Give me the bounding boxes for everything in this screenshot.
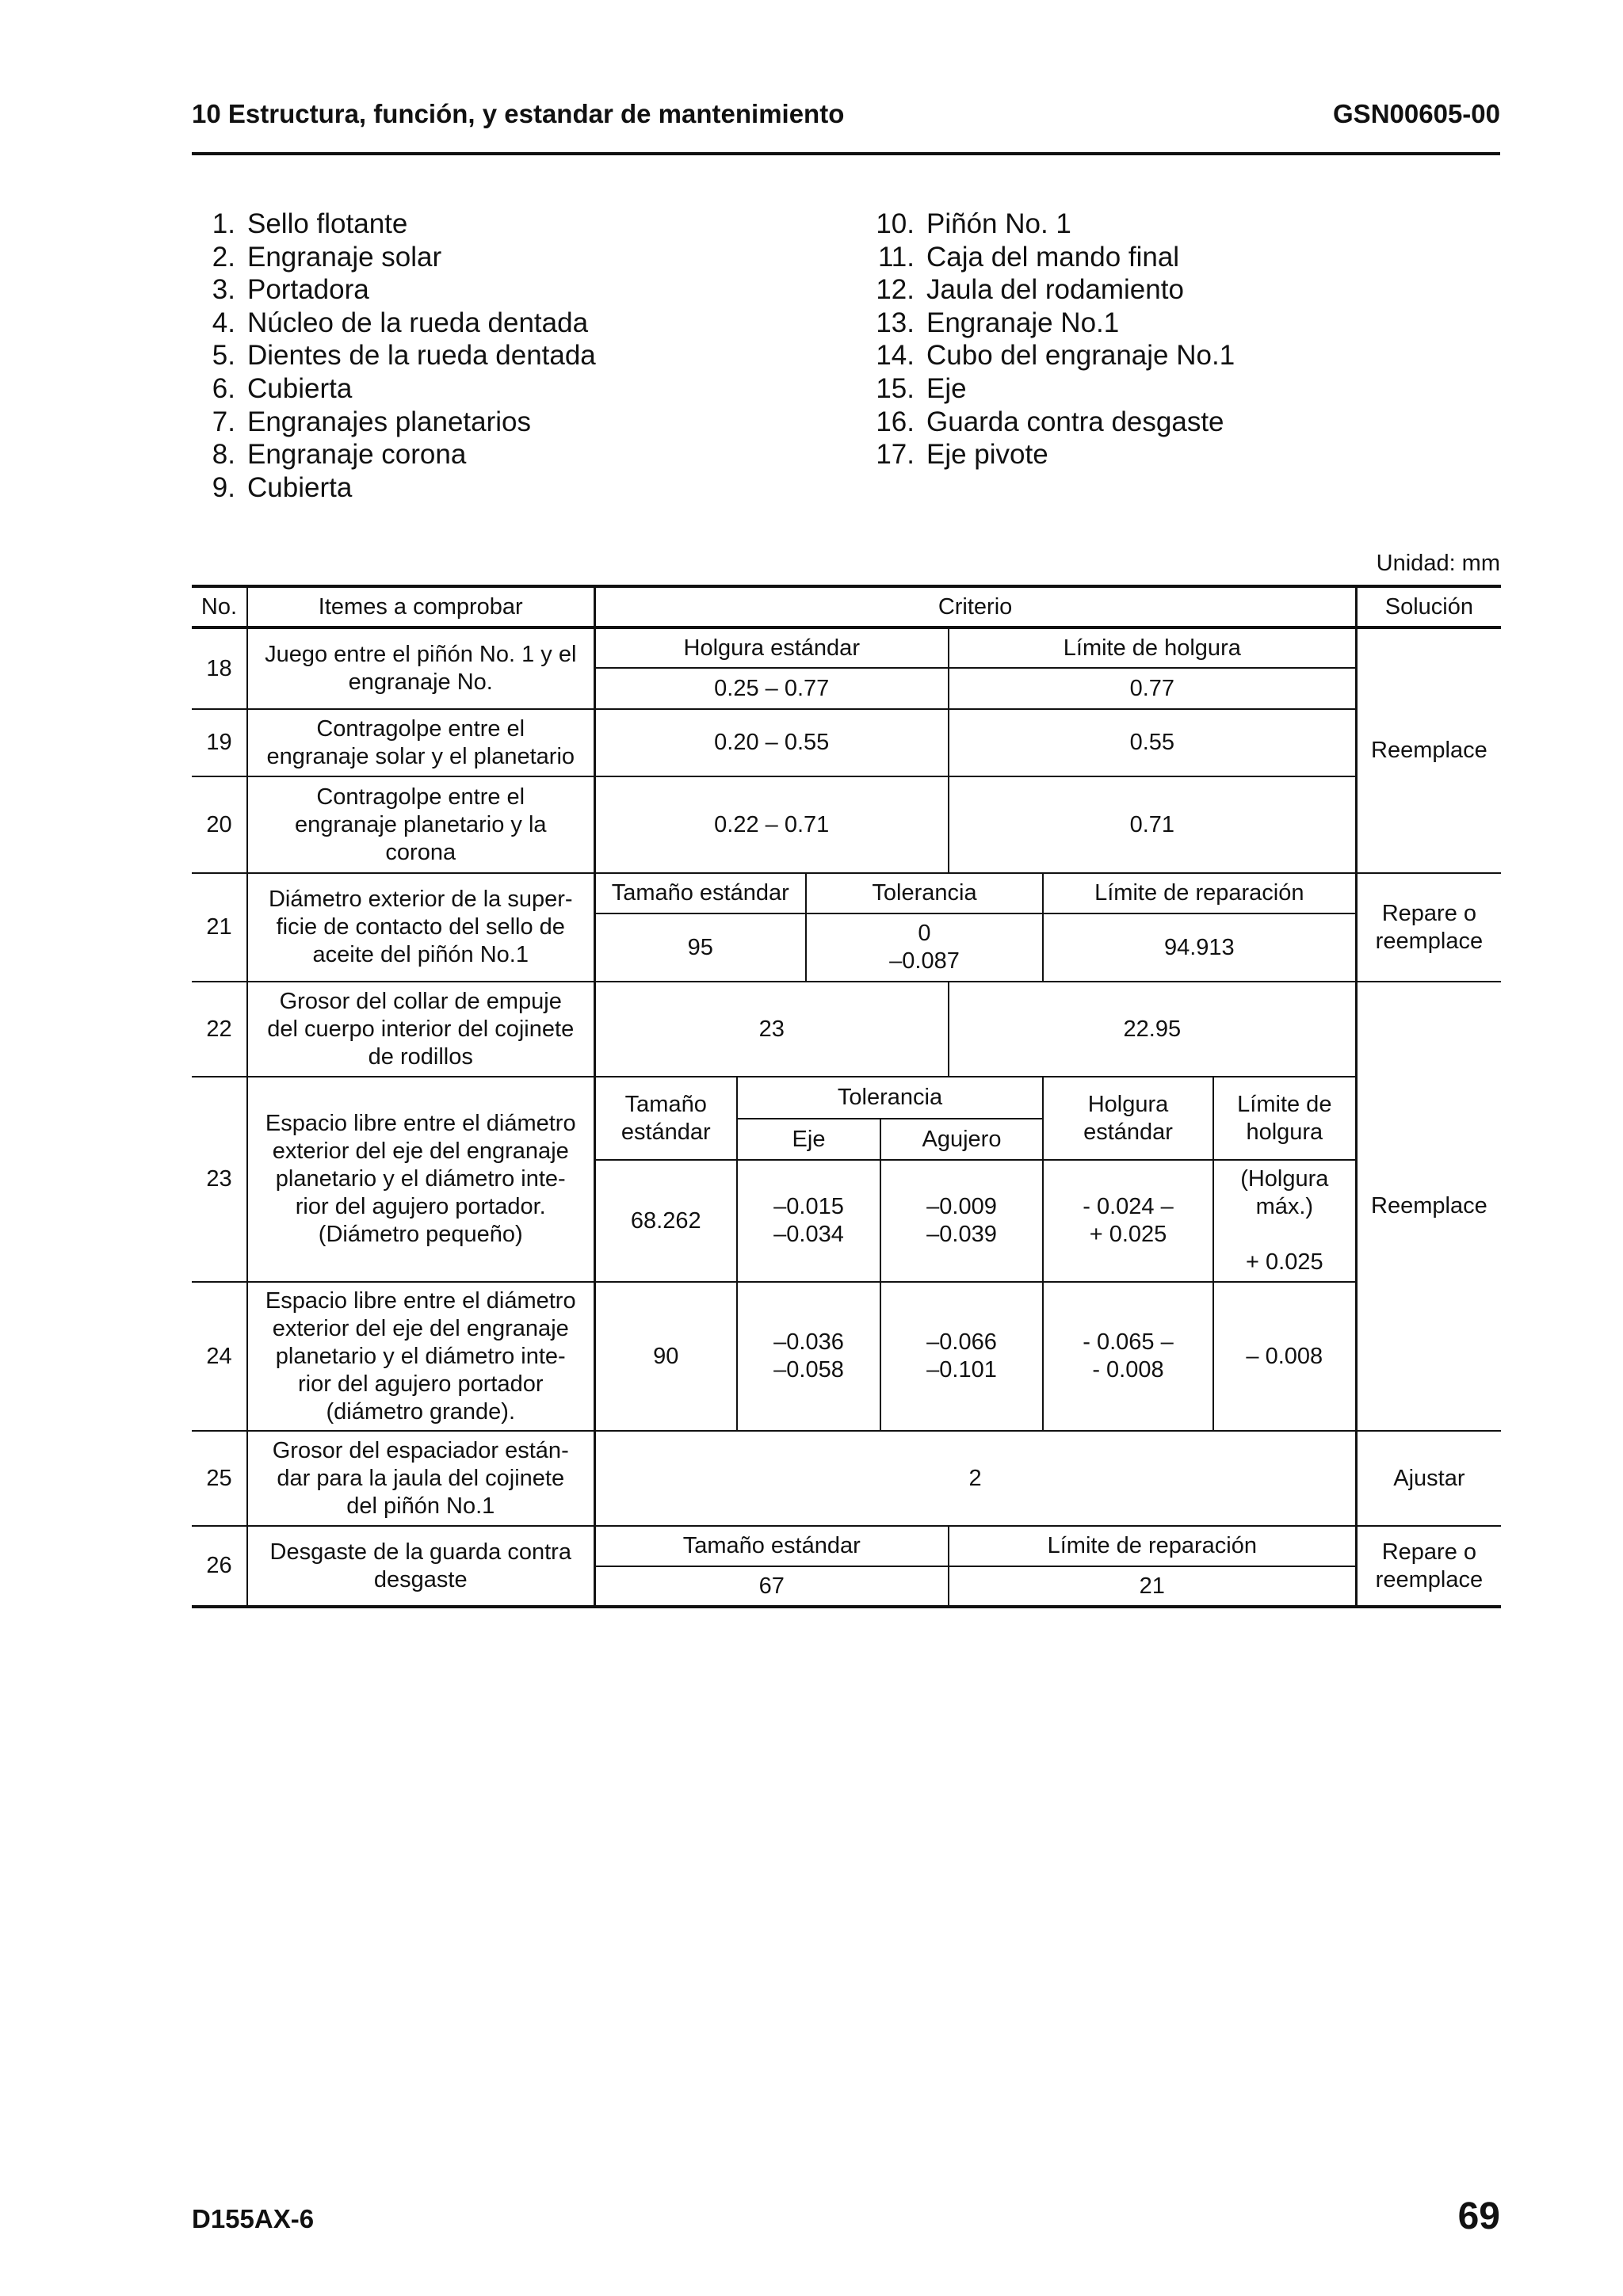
header-solucion: Solución [1356, 586, 1501, 627]
row-number: 20 [192, 776, 247, 873]
list-item: 4. Núcleo de la rueda dentada [212, 307, 589, 338]
value-cell: 0.22 – 0.71 [594, 776, 949, 873]
maintenance-standard-table [192, 585, 1501, 1608]
header-item: Itemes a comprobar [247, 586, 594, 627]
item-description: Grosor del espaciador están- dar para la jaula del cojinete del piñón No.1 [247, 1431, 594, 1526]
page-number: 69 [1457, 2195, 1500, 2237]
item-description: Grosor del collar de empuje del cuerpo interior del cojinete de rodillos [247, 982, 594, 1077]
list-item: 9. Cubierta [212, 471, 353, 503]
value-cell: –0.015 –0.034 [737, 1160, 880, 1282]
item-description: Contragolpe entre el engranaje planetario y la corona [247, 776, 594, 873]
solution-cell: Ajustar [1356, 1431, 1501, 1526]
value-cell: 2 [594, 1431, 1356, 1526]
list-item: 6. Cubierta [212, 372, 353, 404]
list-item: 2. Engranaje solar [212, 241, 442, 273]
item-description: Espacio libre entre el diámetro exterior del eje del engranaje planetario y el diámetro inte- rior del agujero portador (diámetro grande). [247, 1282, 594, 1431]
value-cell: 94.913 [1043, 913, 1356, 982]
list-item: 12. Jaula del rodamiento [876, 274, 1184, 306]
row-number: 24 [192, 1282, 247, 1431]
item-description: Contragolpe entre el engranaje solar y el planetario [247, 709, 594, 776]
subheader-holgura-estandar: Holgura estándar [594, 627, 949, 668]
value-cell: (Holgura máx.) + 0.025 [1213, 1160, 1356, 1282]
subheader-limite-reparacion: Límite de reparación [949, 1526, 1356, 1566]
model-label: D155AX-6 [192, 2204, 315, 2233]
subheader-eje: Eje [737, 1119, 880, 1160]
table-row [192, 709, 1501, 776]
subheader-tamano-estandar: Tamaño estándar [594, 1077, 737, 1160]
list-item: 11. Caja del mando final [877, 241, 1180, 273]
value-cell: - 0.024 – + 0.025 [1043, 1160, 1213, 1282]
header-title: 10 Estructura, función, y estandar de mantenimiento [192, 99, 845, 128]
table-row [192, 1526, 1501, 1566]
list-item: 7. Engranajes planetarios [212, 406, 532, 437]
subheader-limite-holgura: Límite de holgura [949, 627, 1356, 668]
value-cell: – 0.008 [1213, 1282, 1356, 1431]
value-cell: –0.009 –0.039 [880, 1160, 1043, 1282]
item-description: Espacio libre entre el diámetro exterior del eje del engranaje planetario y el diámetro inte- rior del agujero portador. (Diámetro pequeño) [247, 1077, 594, 1282]
list-item: 17. Eje pivote [876, 439, 1048, 471]
item-description: Juego entre el piñón No. 1 y el engranaje No. [247, 627, 594, 709]
subheader-agujero: Agujero [880, 1119, 1043, 1160]
list-item: 10. Piñón No. 1 [876, 208, 1071, 239]
subheader-tolerancia: Tolerancia [806, 873, 1043, 913]
solution-cell: Repare o reemplace [1356, 873, 1501, 982]
header-rule [192, 152, 1500, 155]
row-number: 18 [192, 627, 247, 709]
table-header-row [192, 586, 1501, 627]
row-number: 25 [192, 1431, 247, 1526]
row-number: 23 [192, 1077, 247, 1282]
table-row [192, 1077, 1501, 1119]
table-row [192, 873, 1501, 913]
value-cell: –0.036 –0.058 [737, 1282, 880, 1431]
value-cell: 0 –0.087 [806, 913, 1043, 982]
value-cell: 0.20 – 0.55 [594, 709, 949, 776]
solution-cell: Reemplace [1356, 982, 1501, 1431]
subheader-tamano-estandar: Tamaño estándar [594, 1526, 949, 1566]
parts-list-left [192, 208, 596, 504]
value-cell: –0.066 –0.101 [880, 1282, 1043, 1431]
header-criterio: Criterio [594, 586, 1356, 627]
item-description: Diámetro exterior de la super- ficie de contacto del sello de aceite del piñón No.1 [247, 873, 594, 982]
value-cell: 0.55 [949, 709, 1356, 776]
solution-cell: Reemplace [1356, 627, 1501, 873]
unit-label: Unidad: mm [1376, 551, 1500, 576]
list-item: 15. Eje [876, 372, 967, 404]
value-cell: 67 [594, 1566, 949, 1607]
document-code: GSN00605-00 [1333, 99, 1500, 128]
list-item: 3. Portadora [212, 274, 369, 306]
subheader-limite-holgura: Límite de holgura [1213, 1077, 1356, 1160]
list-item: 16. Guarda contra desgaste [876, 406, 1224, 437]
table-row [192, 1282, 1501, 1431]
table-row [192, 627, 1501, 668]
solution-cell: Repare o reemplace [1356, 1526, 1501, 1607]
header-no: No. [192, 586, 247, 627]
value-cell: 21 [949, 1566, 1356, 1607]
value-cell: 22.95 [949, 982, 1356, 1077]
list-item: 8. Engranaje corona [212, 439, 467, 471]
subheader-holgura-estandar: Holgura estándar [1043, 1077, 1213, 1160]
value-cell: 0.25 – 0.77 [594, 668, 949, 709]
item-description: Desgaste de la guarda contra desgaste [247, 1526, 594, 1607]
row-number: 22 [192, 982, 247, 1077]
subheader-tamano-estandar: Tamaño estándar [594, 873, 806, 913]
row-number: 21 [192, 873, 247, 982]
value-cell: - 0.065 – - 0.008 [1043, 1282, 1213, 1431]
value-cell: 95 [594, 913, 806, 982]
table-row [192, 1431, 1501, 1526]
list-item: 14. Cubo del engranaje No.1 [876, 340, 1235, 372]
table-row [192, 982, 1501, 1077]
parts-list-right [873, 208, 1235, 471]
row-number: 19 [192, 709, 247, 776]
subheader-tolerancia: Tolerancia [737, 1077, 1043, 1119]
table-row [192, 776, 1501, 873]
value-cell: 23 [594, 982, 949, 1077]
value-cell: 0.77 [949, 668, 1356, 709]
value-cell: 90 [594, 1282, 737, 1431]
list-item: 13. Engranaje No.1 [876, 307, 1120, 338]
list-item: 1. Sello flotante [212, 208, 408, 239]
row-number: 26 [192, 1526, 247, 1607]
list-item: 5. Dientes de la rueda dentada [212, 340, 596, 372]
value-cell: 0.71 [949, 776, 1356, 873]
value-cell: 68.262 [594, 1160, 737, 1282]
subheader-limite-reparacion: Límite de reparación [1043, 873, 1356, 913]
